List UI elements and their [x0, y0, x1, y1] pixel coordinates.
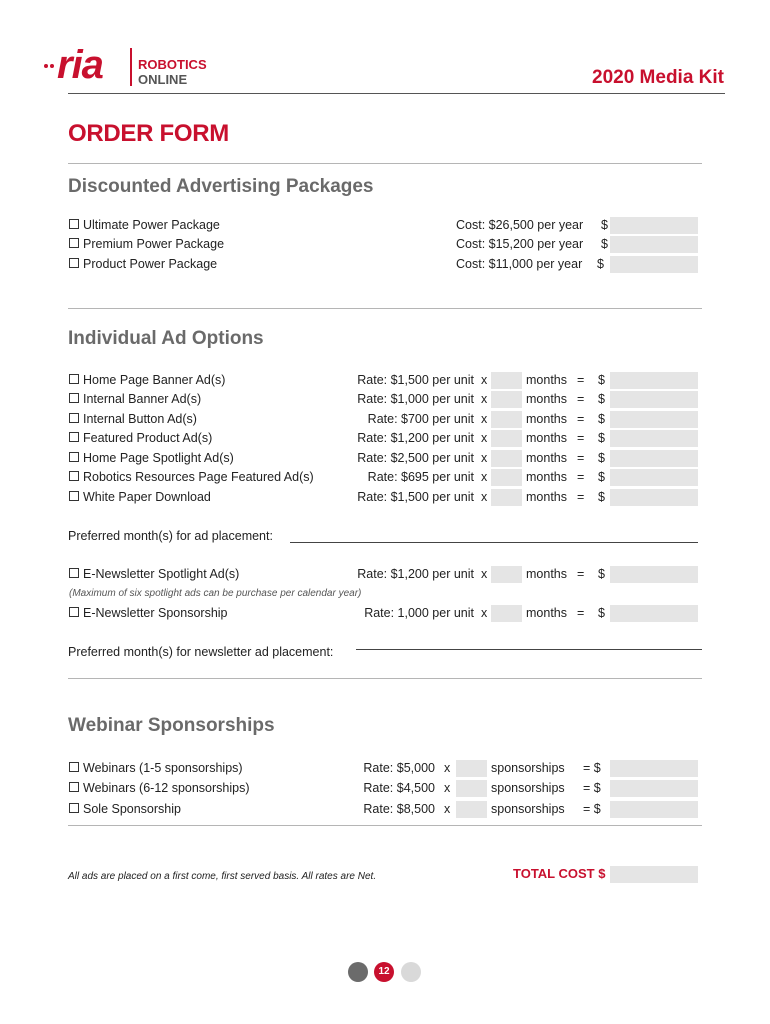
newsletter-row — [0, 604, 770, 623]
ad-option-row — [0, 429, 770, 448]
newsletter-amount-field[interactable] — [610, 605, 698, 622]
webinar-label[interactable]: Webinars (6-12 sponsorships) — [69, 779, 250, 798]
ad-rate: Rate: $1,200 per unit — [357, 431, 474, 445]
checkbox[interactable] — [69, 491, 79, 501]
months-label: months — [526, 470, 567, 484]
months-field[interactable] — [491, 566, 522, 583]
ad-rate: Rate: $1,000 per unit — [357, 392, 474, 406]
section-divider — [68, 678, 702, 679]
ad-option-row — [0, 371, 770, 390]
logo-robotics-text: ROBOTICS — [138, 57, 207, 72]
months-label: months — [526, 490, 567, 504]
checkbox[interactable] — [69, 762, 79, 772]
ad-option-label[interactable]: Home Page Banner Ad(s) — [69, 371, 225, 390]
newsletter-rate: Rate: 1,000 per unit — [364, 606, 474, 620]
currency-symbol: $ — [598, 567, 605, 581]
media-kit-title: 2020 Media Kit — [592, 67, 724, 88]
months-label: months — [526, 431, 567, 445]
preferred-months-input-line[interactable] — [290, 542, 698, 543]
ad-amount-field[interactable] — [610, 450, 698, 467]
multiply-sign: x — [444, 802, 451, 816]
webinar-label[interactable]: Sole Sponsorship — [69, 800, 181, 819]
equals-sign: = — [577, 451, 585, 465]
package-label[interactable]: Premium Power Package — [69, 235, 224, 254]
ad-option-row — [0, 410, 770, 429]
ad-rate: Rate: $2,500 per unit — [357, 451, 474, 465]
package-cost: Cost: $11,000 per year — [456, 257, 583, 271]
ad-amount-field[interactable] — [610, 391, 698, 408]
header-divider — [68, 93, 725, 94]
checkbox[interactable] — [69, 471, 79, 481]
webinars-heading: Webinar Sponsorships — [68, 715, 275, 736]
package-amount-field[interactable] — [610, 256, 698, 273]
total-cost-field[interactable] — [610, 866, 698, 883]
multiply-sign: x — [481, 373, 488, 387]
equals-currency: = $ — [583, 781, 601, 795]
package-row — [0, 255, 770, 274]
checkbox[interactable] — [69, 607, 79, 617]
multiply-sign: x — [481, 431, 488, 445]
next-page-dot[interactable] — [401, 962, 421, 982]
package-label[interactable]: Product Power Package — [69, 255, 217, 274]
equals-sign: = — [577, 606, 585, 620]
months-field[interactable] — [491, 391, 522, 408]
newsletter-label[interactable]: E-Newsletter Spotlight Ad(s) — [69, 565, 239, 584]
newsletter-preferred-input-line[interactable] — [356, 649, 702, 650]
ad-option-label[interactable]: White Paper Download — [69, 488, 211, 507]
webinar-amount-field[interactable] — [610, 760, 698, 777]
currency-symbol: $ — [598, 392, 605, 406]
months-label: months — [526, 451, 567, 465]
sponsorships-label: sponsorships — [491, 781, 565, 795]
equals-currency: = $ — [583, 761, 601, 775]
sponsorships-field[interactable] — [456, 801, 487, 818]
equals-currency: = $ — [583, 802, 601, 816]
ad-option-row — [0, 449, 770, 468]
multiply-sign: x — [481, 470, 488, 484]
ad-option-label[interactable]: Home Page Spotlight Ad(s) — [69, 449, 234, 468]
ad-option-label[interactable]: Internal Banner Ad(s) — [69, 390, 201, 409]
multiply-sign: x — [481, 451, 488, 465]
newsletter-preferred-months-label: Preferred month(s) for newsletter ad placement: — [68, 645, 334, 659]
section-divider — [68, 308, 702, 309]
checkbox[interactable] — [69, 413, 79, 423]
multiply-sign: x — [481, 490, 488, 504]
sponsorships-label: sponsorships — [491, 761, 565, 775]
currency-symbol: $ — [598, 431, 605, 445]
sponsorships-field[interactable] — [456, 760, 487, 777]
ad-option-label[interactable]: Featured Product Ad(s) — [69, 429, 212, 448]
ad-rate: Rate: $1,500 per unit — [357, 490, 474, 504]
ad-amount-field[interactable] — [610, 430, 698, 447]
months-field[interactable] — [491, 450, 522, 467]
rates-note: All ads are placed on a first come, first served basis. All rates are Net. — [68, 871, 377, 882]
section-divider — [68, 163, 702, 164]
checkbox[interactable] — [69, 568, 79, 578]
months-label: months — [526, 606, 567, 620]
page-number: 12 — [374, 962, 394, 982]
equals-sign: = — [577, 392, 585, 406]
packages-heading: Discounted Advertising Packages — [68, 176, 374, 197]
webinar-row — [0, 759, 770, 778]
checkbox[interactable] — [69, 782, 79, 792]
package-label[interactable]: Ultimate Power Package — [69, 216, 220, 235]
multiply-sign: x — [444, 761, 451, 775]
checkbox[interactable] — [69, 432, 79, 442]
package-row — [0, 235, 770, 254]
checkbox[interactable] — [69, 238, 79, 248]
logo-online-text: ONLINE — [138, 72, 188, 87]
months-field[interactable] — [491, 372, 522, 389]
checkbox[interactable] — [69, 452, 79, 462]
section-divider — [68, 825, 702, 826]
ad-amount-field[interactable] — [610, 411, 698, 428]
months-field[interactable] — [491, 411, 522, 428]
sponsorships-label: sponsorships — [491, 802, 565, 816]
preferred-months-label: Preferred month(s) for ad placement: — [68, 529, 273, 543]
months-label: months — [526, 412, 567, 426]
newsletter-amount-field[interactable] — [610, 566, 698, 583]
equals-sign: = — [577, 470, 585, 484]
months-label: months — [526, 392, 567, 406]
currency-symbol: $ — [598, 470, 605, 484]
logo-dots-icon — [44, 62, 58, 70]
package-row — [0, 216, 770, 235]
currency-symbol: $ — [601, 237, 608, 251]
equals-sign: = — [577, 431, 585, 445]
currency-symbol: $ — [598, 490, 605, 504]
checkbox[interactable] — [69, 374, 79, 384]
currency-symbol: $ — [598, 412, 605, 426]
individual-ads-heading: Individual Ad Options — [68, 328, 264, 349]
webinar-label[interactable]: Webinars (1-5 sponsorships) — [69, 759, 243, 778]
ad-option-label[interactable]: Robotics Resources Page Featured Ad(s) — [69, 468, 314, 487]
ad-option-row — [0, 390, 770, 409]
webinar-row — [0, 779, 770, 798]
newsletter-row — [0, 565, 770, 584]
webinar-row — [0, 800, 770, 819]
currency-symbol: $ — [598, 451, 605, 465]
package-amount-field[interactable] — [610, 236, 698, 253]
ad-rate: Rate: $1,500 per unit — [357, 373, 474, 387]
total-cost-label: TOTAL COST $ — [513, 866, 606, 881]
ad-amount-field[interactable] — [610, 372, 698, 389]
webinar-rate: Rate: $8,500 — [363, 802, 435, 816]
webinar-rate: Rate: $5,000 — [363, 761, 435, 775]
prev-page-dot[interactable] — [348, 962, 368, 982]
package-amount-field[interactable] — [610, 217, 698, 234]
logo-separator — [130, 48, 132, 86]
webinar-amount-field[interactable] — [610, 801, 698, 818]
logo-ria: ria — [57, 43, 103, 87]
months-field[interactable] — [491, 605, 522, 622]
checkbox[interactable] — [69, 393, 79, 403]
currency-symbol: $ — [598, 373, 605, 387]
sponsorships-field[interactable] — [456, 780, 487, 797]
ad-amount-field[interactable] — [610, 489, 698, 506]
webinar-rate: Rate: $4,500 — [363, 781, 435, 795]
newsletter-label[interactable]: E-Newsletter Sponsorship — [69, 604, 228, 623]
package-cost: Cost: $26,500 per year — [456, 218, 584, 232]
months-field[interactable] — [491, 469, 522, 486]
ad-option-row — [0, 488, 770, 507]
ad-option-row — [0, 468, 770, 487]
multiply-sign: x — [444, 781, 451, 795]
order-form-title: ORDER FORM — [68, 120, 229, 147]
newsletter-rate: Rate: $1,200 per unit — [357, 567, 474, 581]
multiply-sign: x — [481, 567, 488, 581]
multiply-sign: x — [481, 412, 488, 426]
ad-rate: Rate: $695 per unit — [367, 470, 474, 484]
checkbox[interactable] — [69, 219, 79, 229]
equals-sign: = — [577, 567, 585, 581]
equals-sign: = — [577, 490, 585, 504]
spotlight-limit-note: (Maximum of six spotlight ads can be purchase per calendar year) — [69, 588, 362, 599]
equals-sign: = — [577, 412, 585, 426]
months-field[interactable] — [491, 489, 522, 506]
currency-symbol: $ — [598, 606, 605, 620]
months-label: months — [526, 567, 567, 581]
ad-rate: Rate: $700 per unit — [367, 412, 474, 426]
checkbox[interactable] — [69, 258, 79, 268]
ad-option-label[interactable]: Internal Button Ad(s) — [69, 410, 197, 429]
package-cost: Cost: $15,200 per year — [456, 237, 584, 251]
months-label: months — [526, 373, 567, 387]
months-field[interactable] — [491, 430, 522, 447]
currency-symbol: $ — [601, 218, 608, 232]
multiply-sign: x — [481, 392, 488, 406]
currency-symbol: $ — [597, 257, 604, 271]
checkbox[interactable] — [69, 803, 79, 813]
webinar-amount-field[interactable] — [610, 780, 698, 797]
equals-sign: = — [577, 373, 585, 387]
ad-amount-field[interactable] — [610, 469, 698, 486]
multiply-sign: x — [481, 606, 488, 620]
